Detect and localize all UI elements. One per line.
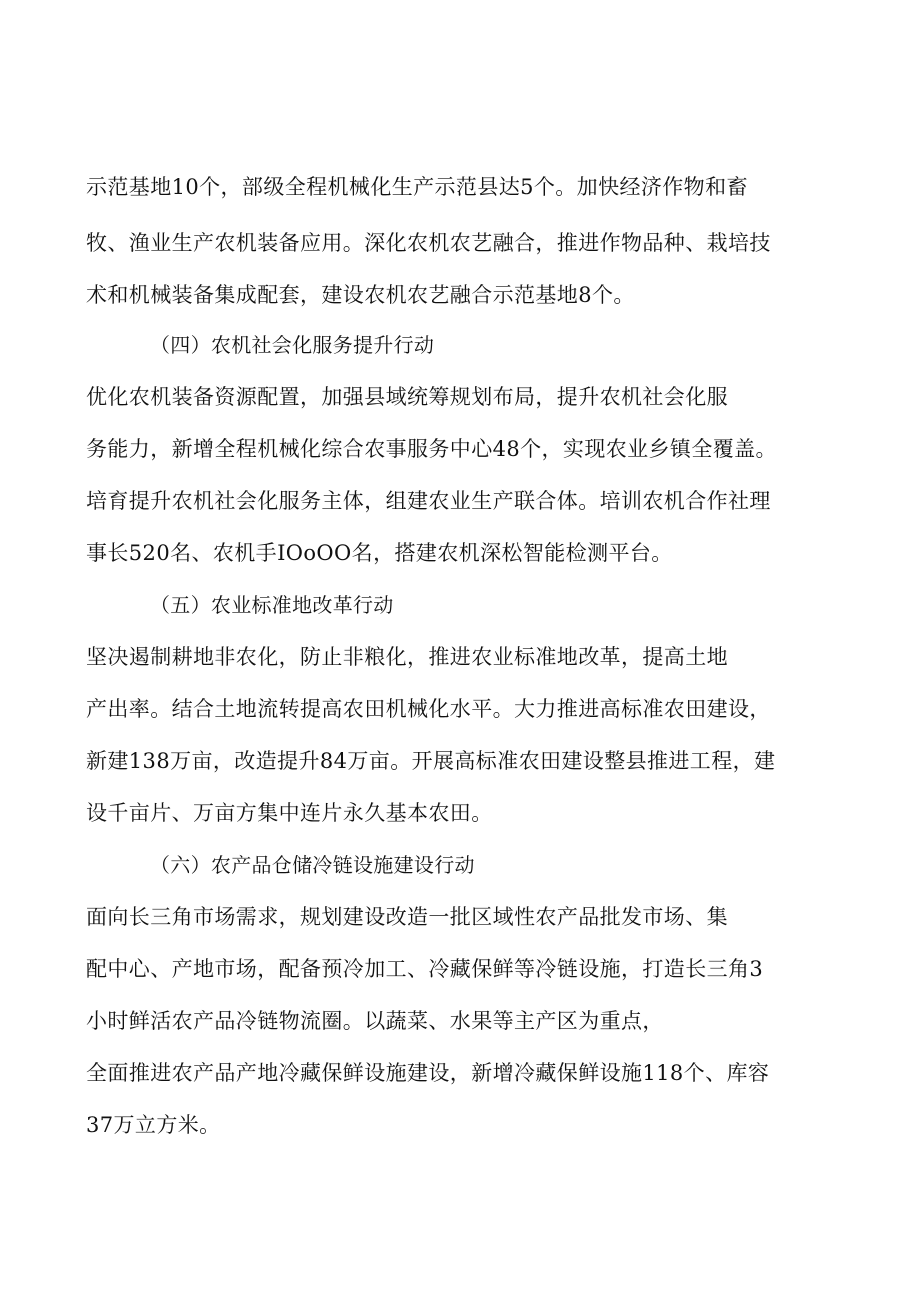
paragraph-line: 事长520名、农机手IOoOO名，搭建农机深松智能检测平台。 [86, 541, 673, 565]
paragraph-line: 配中心、产地市场，配备预冷加工、冷藏保鲜等冷链设施，打造长三角3 [86, 957, 764, 981]
section-heading: （四）农机社会化服务提升行动 [150, 333, 435, 357]
paragraph-line: 产出率。结合土地流转提高农田机械化水平。大力推进高标准农田建设， [86, 697, 771, 721]
paragraph-line: 面向长三角市场需求，规划建设改造一批区域性农产品批发市场、集 [86, 905, 728, 929]
paragraph-line: 设千亩片、万亩方集中连片永久基本农田。 [86, 801, 493, 825]
paragraph-line: 坚决遏制耕地非农化，防止非粮化，推进农业标准地改革，提高土地 [86, 645, 728, 669]
paragraph-line: 务能力，新增全程机械化综合农事服务中心48个，实现农业乡镇全覆盖。 [86, 437, 777, 461]
paragraph-line: 小时鲜活农产品冷链物流圈。以蔬菜、水果等主产区为重点， [86, 1009, 664, 1033]
paragraph-line: 培育提升农机社会化服务主体，组建农业生产联合体。培训农机合作社理 [86, 489, 771, 513]
paragraph-line: 全面推进农产品产地冷藏保鲜设施建设，新增冷藏保鲜设施118个、库容 [86, 1061, 770, 1085]
paragraph-line: 优化农机装备资源配置，加强县域统筹规划布局，提升农机社会化服 [86, 385, 728, 409]
paragraph-line: 牧、渔业生产农机装备应用。深化农机农艺融合，推进作物品种、栽培技 [86, 231, 771, 255]
section-heading: （五）农业标准地改革行动 [150, 593, 394, 617]
paragraph-line: 37万立方米。 [86, 1113, 221, 1137]
paragraph-line: 新建138万亩，改造提升84万亩。开展高标准农田建设整县推进工程，建 [86, 749, 776, 773]
paragraph-line: 术和机械装备集成配套，建设农机农艺融合示范基地8个。 [86, 283, 635, 307]
paragraph-line: 示范基地10个，部级全程机械化生产示范县达5个。加快经济作物和畜 [86, 175, 748, 199]
section-heading: （六）农产品仓储冷链设施建设行动 [150, 853, 475, 877]
